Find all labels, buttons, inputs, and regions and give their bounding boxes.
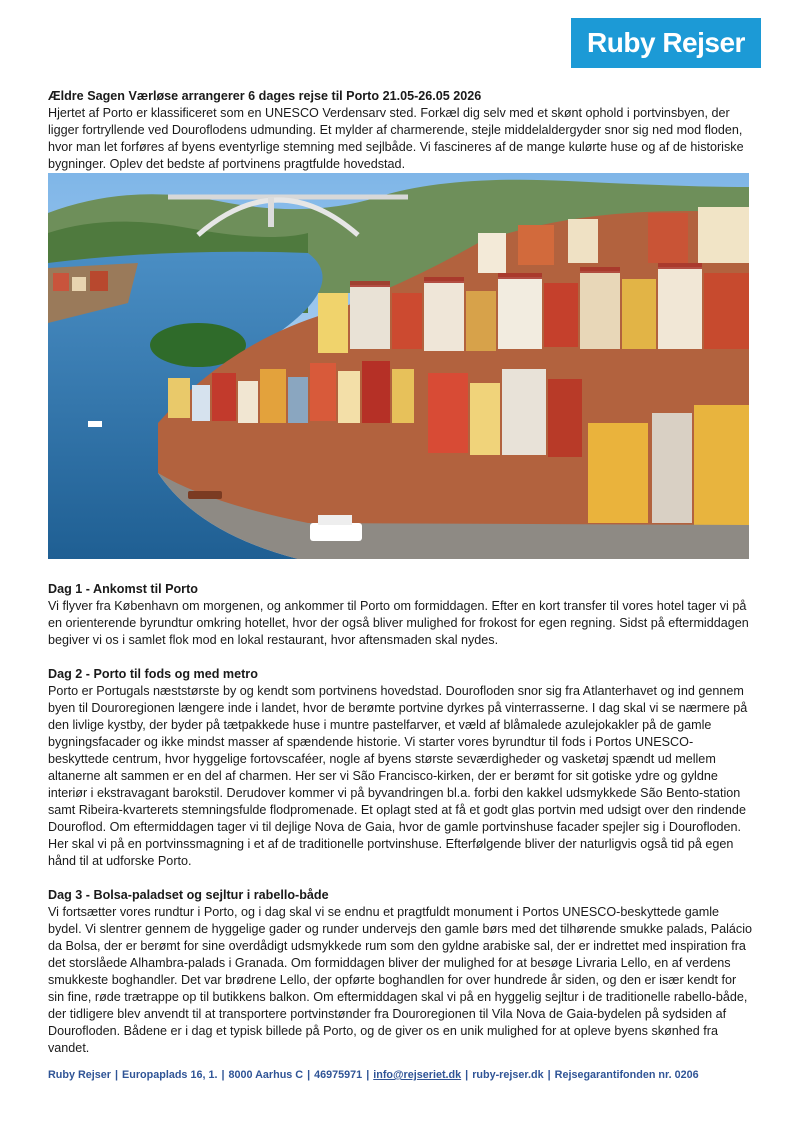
brand-logo-text: Ruby Rejser (587, 27, 745, 58)
footer-website: ruby-rejser.dk (472, 1069, 544, 1081)
day-2 (48, 666, 754, 870)
footer-separator: | (465, 1069, 469, 1081)
porto-photo (48, 173, 749, 559)
day-2-text: Porto er Portugals næststørste by og kendt som portvinens hovedstad. Dourofloden snor sig fra Atlanterhavet og ind gennem byen til Douroregionen længere inde i landet, hvor de berømte portvine dyrkes på vinterrasserne. I dag skal vi se nærmere på den livlige kystby, der byder på tætpakkede huse i muntre pastelfarver, et væld af blåmalede azulejokakler på de gamle bygningsfacader og ikke mindst masser af spændende historie. Vi starter vores byrundtur til fods i Portos UNESCO-beskyttede centrum, hvor hyggelige fortovscaféer, nogle af byens største seværdigheder og vasketøj spændt ud mellem altanerne alt sammen er en del af charmen. Her ser vi São Francisco-kirken, der er berømt for sit gotiske ydre og gyldne interiør i ekstravagant barokstil. Derudover kommer vi på byvandringen bl.a. forbi den kakkel udsmykkede São Bento-station samt Ribeira-kvarterets stemningsfulde flodpromenade. Et oplagt sted at få et godt glas portvin med udsigt over den rindende Douroflod. Om eftermiddagen tager vi til dejlige Nova de Gaia, hvor de gamle portvinshuse facader spejler sig i Dourofloden. Her skal vi på en portvinssmagning i et af de traditionelle portvinshuse. Efterfølgende bliver der naturligvis også tid på egen hånd til at udforske Porto. (48, 684, 748, 868)
footer-city: 8000 Aarhus C (228, 1069, 304, 1081)
footer-guarantee: Rejsegarantifonden nr. 0206 (554, 1069, 699, 1081)
day-1-title: Dag 1 - Ankomst til Porto (48, 582, 198, 596)
trip-headline: Ældre Sagen Værløse arrangerer 6 dages rejse til Porto 21.05-26.05 2026 (48, 89, 482, 103)
brand-logo (571, 18, 761, 68)
intro-section (48, 88, 754, 173)
footer-separator: | (307, 1069, 311, 1081)
footer-company: Ruby Rejser (48, 1069, 112, 1081)
day-3 (48, 887, 754, 1057)
brand-logo-mark (571, 18, 761, 68)
itinerary (48, 581, 754, 1074)
footer-address: Europaplads 16, 1. (122, 1069, 218, 1081)
footer (48, 1069, 754, 1081)
day-1 (48, 581, 754, 649)
porto-photo-illustration (48, 173, 749, 559)
day-2-title: Dag 2 - Porto til fods og med metro (48, 667, 258, 681)
footer-phone: 46975971 (314, 1069, 363, 1081)
day-1-text: Vi flyver fra København om morgenen, og ankommer til Porto om formiddagen. Efter en kort transfer til vores hotel tager vi på en orienterende byrundtur omkring hotellet, hvor der også bliver mulighed for frokost for egen regning. Sidst på eftermiddagen begiver vi os i samlet flok mod en lokal restaurant, hvor aftensmaden skal nydes. (48, 599, 749, 647)
day-3-text: Vi fortsætter vores rundtur i Porto, og i dag skal vi se endnu et pragtfuldt monument i Portos UNESCO-beskyttede gamle bydel. Vi slentrer gennem de hyggelige gader og runder undervejs den gamle børs med det tilhørende smukke palads, Palácio da Bolsa, der er berømt for sine overdådigt udsmykkede rum som den gyldne arabiske sal, der er indrettet med inspiration fra det storslåede Alhambra-palads i Granada. Om formiddagen bliver der mulighed for at besøge Livraria Lello, en af verdens smukkeste boghandler. Det var brødrene Lello, der opførte boghandlen for over hundrede år siden, og den er især kendt for sin fine, røde trætrappe op til butikkens balkon. Om eftermiddagen skal vi på en hyggelig sejltur i de traditionelle rabello-både, der tidligere blev anvendt til at transportere portvinstønder fra Douroregionen til Vila Nova de Gaia-bydelen på sydsiden af Dourofloden. Bådene er i dag et typisk billede på Porto, og de giver os en unik mulighed for at opleve byens skønhed fra vandet. (48, 905, 753, 1055)
footer-email-link[interactable]: info@rejseriet.dk (373, 1069, 462, 1081)
footer-separator: | (366, 1069, 370, 1081)
footer-separator: | (221, 1069, 225, 1081)
intro-paragraph: Hjertet af Porto er klassificeret som en UNESCO Verdensarv sted. Forkæl dig selv med et skønt ophold i portvinsbyen, der ligger fortryllende ved Douroflodens udmunding. Et mylder af charmerende, stejle middelaldergyder snor sig ned mod floden, hvor man let forføres af byens eventyrlige stemning med sejlbåde. Vi fascineres af de mange kulørte huse og af de historiske bygninger. Oplev det bedste af portvinens pragtfulde hovedstad. (48, 106, 744, 171)
day-3-title: Dag 3 - Bolsa-paladset og sejltur i rabello-både (48, 888, 329, 902)
footer-separator: | (115, 1069, 119, 1081)
footer-separator: | (547, 1069, 551, 1081)
